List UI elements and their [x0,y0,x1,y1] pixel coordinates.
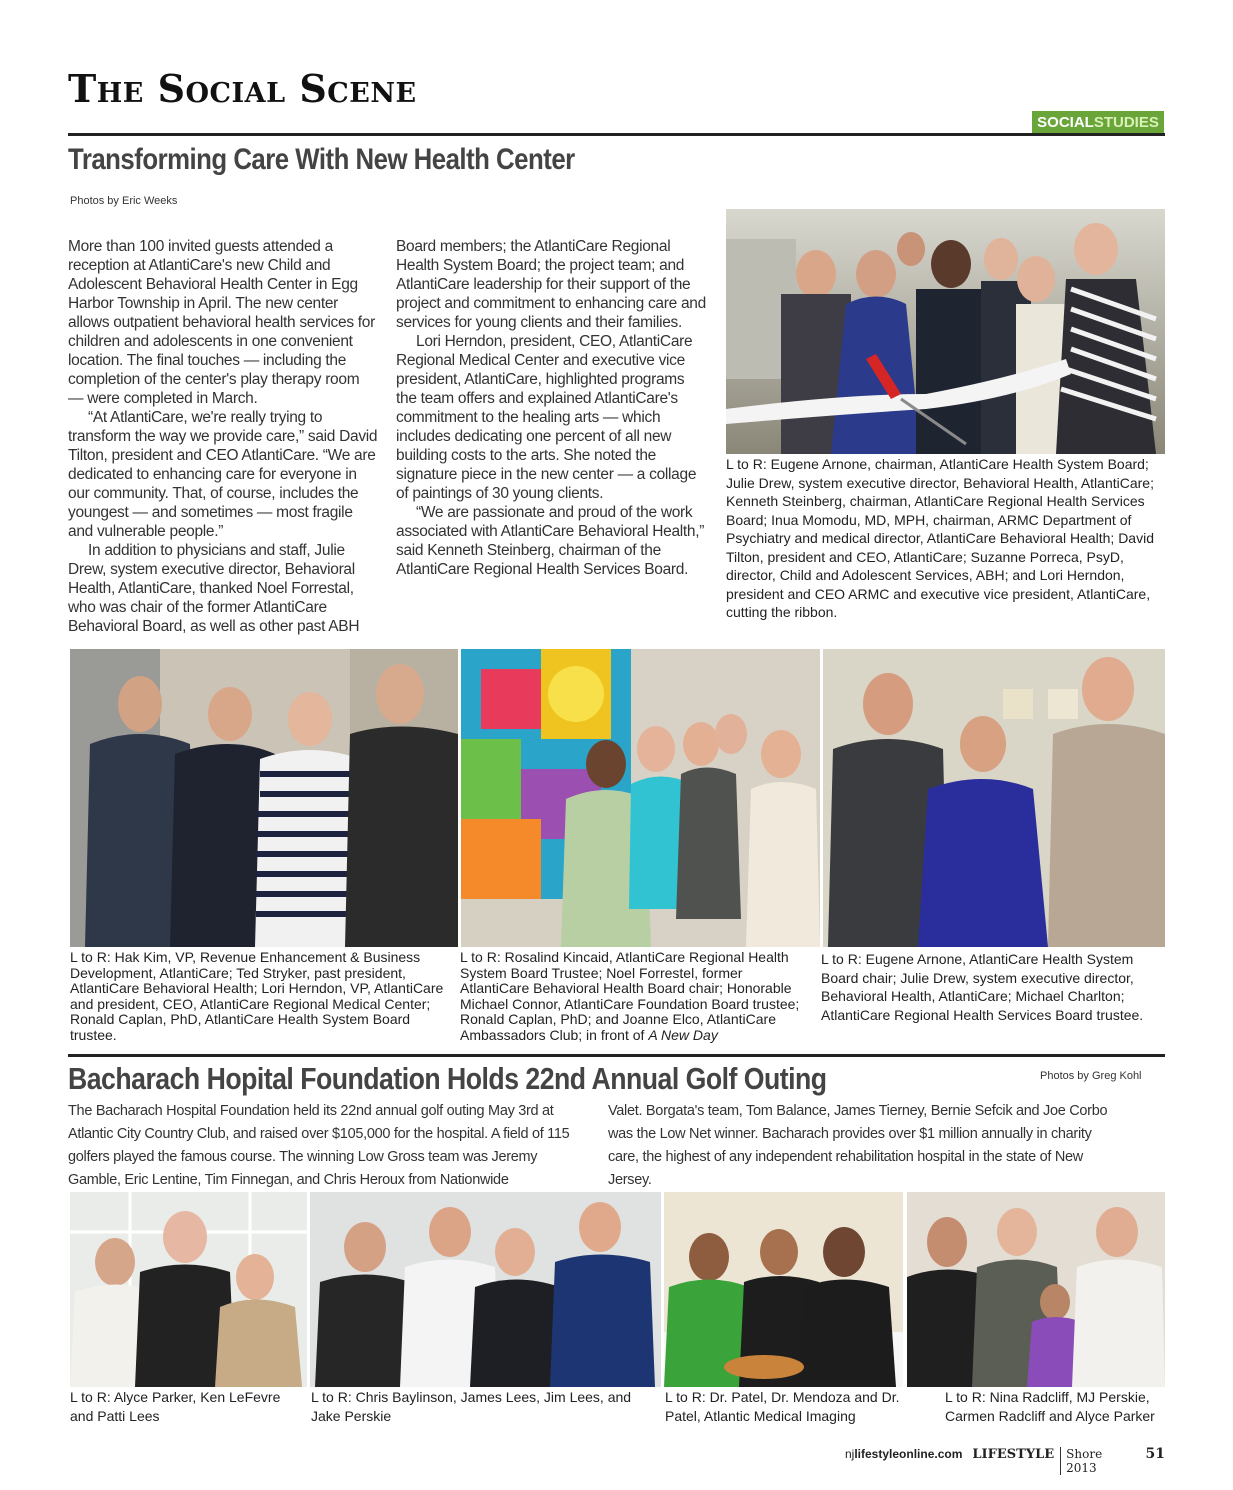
photo-group-3 [823,649,1165,947]
footer-site-prefix: nj [845,1447,855,1461]
article2-headline: Bacharach Hopital Foundation Holds 22nd Annual Golf Outing [68,1061,827,1096]
article1-col1-para-3: In addition to physicians and staff, Julie Drew, system executive director, Behavioral Health, AtlantiCare, thanked Noel Forrestal, who was chair of the former AtlantiCare Behavioral Board, as well as other past ABH [68,542,360,635]
caption-golf-2: L to R: Chris Baylinson, James Lees, Jim Lees, and Jake Perskie [311,1389,632,1424]
article2-photo-credit: Photos by Greg Kohl [1040,1070,1142,1082]
photo-ribbon-cutting [726,209,1165,454]
main-photo-caption: L to R: Eugene Arnone, chairman, AtlantiCare Health System Board; Julie Drew, system executive director, Behavioral Health, AtlantiCare; Kenneth Steinberg, chairman, AtlantiCare Regional Health Services Board; Inua Momodu, MD, MPH, chairman, ARMC Department of Psychiatry and medical director, AtlantiCare Behavioral Health; David Tilton, president and CEO, AtlantiCare; Suzanne Porreca, PsyD, director, Child and Adolescent Services, ABH; and Lori Herndon, president and CEO ARMC and executive vice president, AtlantiCare, cutting the ribbon. [726,456,1154,620]
footer-site [845,1447,962,1461]
photo-golf-4 [907,1192,1165,1387]
page-footer [845,1446,1165,1475]
tag-part-2: STUDIES [1093,113,1159,131]
article1-column-2 [396,237,706,579]
photo-group-1 [70,649,458,947]
article1-photo-credit: Photos by Eric Weeks [70,195,178,207]
mid-rule [68,1054,1165,1057]
caption-group-2-artwork-title: A New Day [648,1026,718,1043]
page-number: 51 [1145,1446,1165,1462]
footer-issue: Shore 2013 [1060,1447,1119,1475]
article1-col1-para-2: “At AtlantiCare, we're really trying to transform the way we provide care,” said David Tilton, president and CEO AtlantiCare. “We are dedicated to enhancing care for everyone in our community. That, of course, includes the youngest — and sometimes — most fragile and vulnerable people.” [68,409,378,540]
article1-headline: Transforming Care With New Health Center [68,143,575,176]
article1-col2-para-3: “We are passionate and proud of the work associated with AtlantiCare Behavioral Health,” said Kenneth Steinberg, chairman of the AtlantiCare Regional Health Services Board. [396,504,705,578]
photo-golf-2 [310,1192,661,1387]
article1-col1-para-1: More than 100 invited guests attended a reception at AtlantiCare's new Child and Adolescent Behavioral Health Center in Egg Harbor Township in April. The new center allows outpatient behavioral health services for children and adolescents in one convenient location. The final touches — including the completion of the center's play therapy room — were completed in March. [68,238,375,407]
article1-col2-para-2: Lori Herndon, president, CEO, AtlantiCare Regional Medical Center and executive vice president, AtlantiCare, highlighted programs the team offers and explained AtlantiCare's commitment to the healing arts — which includes dedicating one percent of all new building costs to the arts. She noted the signature piece in the new center — a collage of paintings of 30 young clients. [396,333,697,502]
caption-group-2 [460,950,805,1054]
article1-column-1 [68,237,378,636]
article2-column-1: The Bacharach Hospital Foundation held its 22nd annual golf outing May 3rd at Atlantic City Country Club, and raised over $105,000 for the hospital. A field of 115 golfers played the famous course. The winning Low Gross team was Jeremy Gamble, Eric Lentine, Tim Finnegan, and Chris Heroux from Nationwide [68,1103,570,1188]
footer-magazine: LIFESTYLE [972,1447,1055,1462]
footer-site-bold: lifestyle [854,1447,900,1461]
section-tag [1032,111,1164,133]
caption-group-2-text: L to R: Rosalind Kincaid, AtlantiCare Regional Health System Board Trustee; Noel Forrestel, former AtlantiCare Behavioral Health Board chair; Honorable Michael Connor, AtlantiCare Foundation Board trustee; Ronald Caplan, PhD; and Joanne Elco, AtlantiCare Ambassadors Club; in front of [460,950,800,1043]
article2-column-2: Valet. Borgata's team, Tom Balance, James Tierney, Bernie Sefcik and Joe Corbo was the Low Net winner. Bacharach provides over $1 million annually in charity care, the highest of any independent rehabilitation hospital in the state of New Jersey. [608,1103,1108,1188]
photo-golf-1 [70,1192,307,1387]
section-title: The Social Scene [68,66,417,111]
top-rule [68,133,1165,136]
footer-site-suffix: online.com [899,1447,963,1461]
caption-group-1: L to R: Hak Kim, VP, Revenue Enhancement & Business Development, AtlantiCare; Ted Stryker, past president, AtlantiCare Behavioral Health; Lori Herndon, VP, AtlantiCare and president, CEO, AtlantiCare Regional Medical Center; Ronald Caplan, PhD, AtlantiCare Health System Board trustee. [70,949,444,1043]
caption-group-3: L to R: Eugene Arnone, AtlantiCare Health System Board chair; Julie Drew, system executive director, Behavioral Health, AtlantiCare; Michael Charlton; AtlantiCare Regional Health Services Board trustee. [821,951,1144,1023]
article1-col2-para-1: Board members; the AtlantiCare Regional Health System Board; the project team; and AtlantiCare leadership for their support of the project and commitment to enhancing care and services for young clients and their families. [396,238,706,331]
caption-golf-4: L to R: Nina Radcliff, MJ Perskie, Carmen Radcliff and Alyce Parker [945,1389,1155,1424]
photo-golf-3 [664,1192,903,1387]
caption-golf-1: L to R: Alyce Parker, Ken LeFevre and Patti Lees [70,1389,281,1424]
photo-group-2 [461,649,820,947]
caption-golf-3: L to R: Dr. Patel, Dr. Mendoza and Dr. Patel, Atlantic Medical Imaging [665,1389,900,1424]
tag-part-1: SOCIAL [1037,113,1094,131]
